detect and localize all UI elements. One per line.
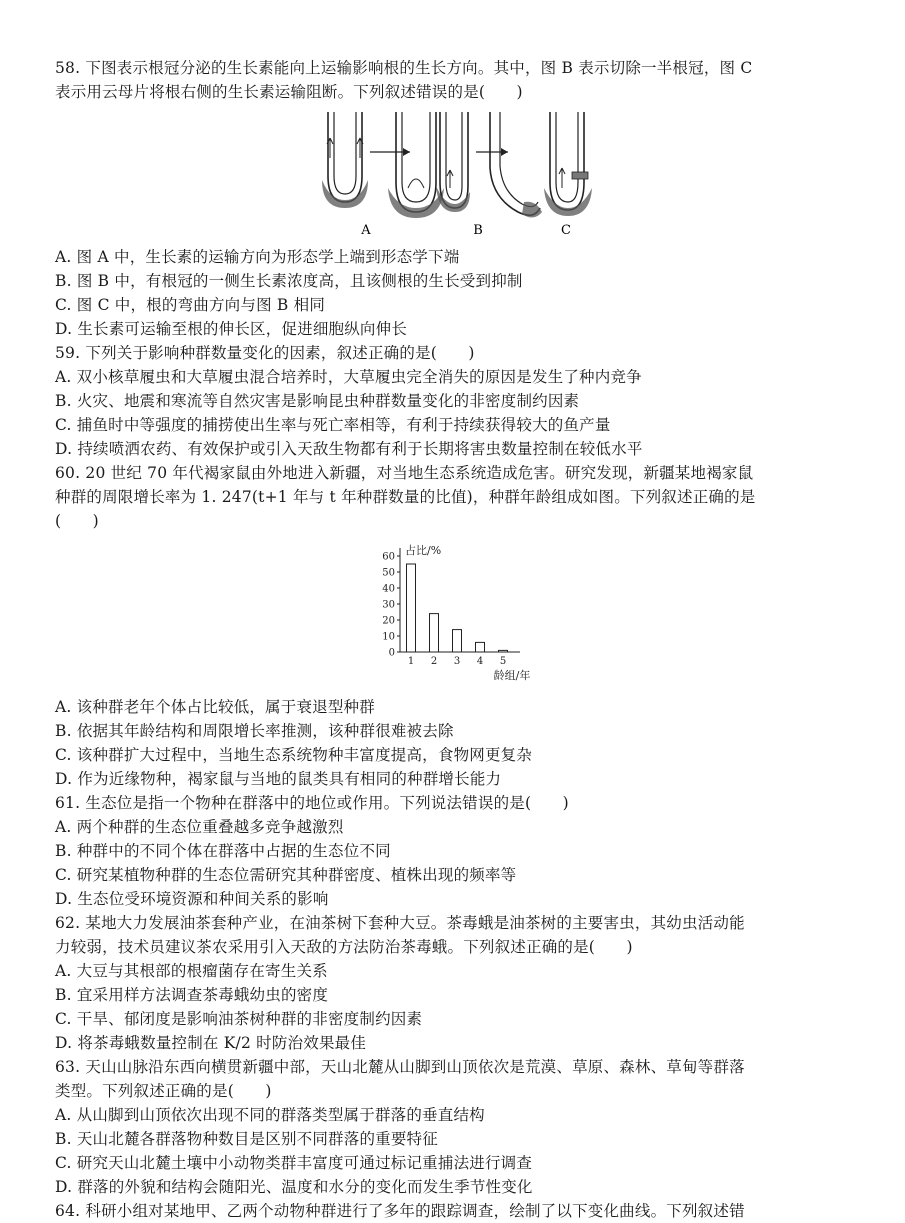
q61-option-a: A. 两个种群的生态位重叠越多竞争越激烈 <box>55 818 344 836</box>
q63-option-a: A. 从山脚到山顶依次出现不同的群落类型属于群落的垂直结构 <box>55 1106 485 1124</box>
q60-stem-line-3: ( ) <box>55 512 99 530</box>
y-tick-label: 60 <box>382 551 395 563</box>
figure-a-root-2 <box>388 112 444 218</box>
q59-stem: 59. 下列关于影响种群数量变化的因素，叙述正确的是( ) <box>55 344 475 362</box>
q60-option-a: A. 该种群老年个体占比较低，属于衰退型种群 <box>55 698 375 716</box>
q62-stem-line-2: 力较弱，技术员建议茶农采用引入天敌的方法防治茶毒蛾。下列叙述正确的是( ) <box>55 938 633 956</box>
q58-option-b: B. 图 B 中，有根冠的一侧生长素浓度高，且该侧根的生长受到抑制 <box>55 272 523 290</box>
bar-age-group-2 <box>430 614 439 652</box>
q60-option-c: C. 该种群扩大过程中，当地生态系统物种丰富度提高，食物网更复杂 <box>55 746 533 764</box>
q64-stem-line-1: 64. 科研小组对某地甲、乙两个动物种群进行了多年的跟踪调查，绘制了以下变化曲线。下列叙述错 <box>55 1202 745 1220</box>
bar-age-group-3 <box>453 630 462 652</box>
bar-age-group-4 <box>476 642 485 652</box>
figure-label-b: B <box>473 223 483 238</box>
q59-option-a: A. 双小核草履虫和大草履虫混合培养时，大草履虫完全消失的原因是发生了种内竞争 <box>55 368 642 386</box>
q61-stem: 61. 生态位是指一个物种在群落中的地位或作用。下列说法错误的是( ) <box>55 794 569 812</box>
figure-label-c: C <box>561 223 571 238</box>
x-axis-title: 龄组/年 <box>493 669 531 682</box>
q58-option-c: C. 图 C 中，根的弯曲方向与图 B 相同 <box>55 296 326 314</box>
q60-option-b: B. 依据其年龄结构和周限增长率推测，该种群很难被去除 <box>55 722 454 740</box>
figure-c-root <box>544 112 592 216</box>
x-tick-label: 5 <box>499 656 507 667</box>
q63-option-d: D. 群落的外貌和结构会随阳光、温度和水分的变化而发生季节性变化 <box>55 1178 533 1196</box>
q63-stem-line-2: 类型。下列叙述正确的是( ) <box>55 1082 272 1100</box>
q59-option-c: C. 捕鱼时中等强度的捕捞使出生率与死亡率相等，有利于持续获得较大的鱼产量 <box>55 416 611 434</box>
y-tick-label: 20 <box>382 615 395 627</box>
x-tick-label: 1 <box>407 656 415 667</box>
q60-stem-line-1: 60. 20 世纪 70 年代褐家鼠由外地进入新疆，对当地生态系统造成危害。研究发现，新疆某地褐家鼠 <box>55 464 754 482</box>
bar-age-group-1 <box>407 564 416 652</box>
q63-stem-line-1: 63. 天山山脉沿东西向横贯新疆中部，天山北麓从山脚到山顶依次是荒漠、草原、森林、草甸等群落 <box>55 1058 745 1076</box>
age-structure-chart <box>360 540 540 685</box>
bar-age-group-5 <box>499 650 508 652</box>
y-tick-label: 0 <box>388 647 395 659</box>
q63-option-c: C. 研究天山北麓土壤中小动物类群丰富度可通过标记重捕法进行调查 <box>55 1154 533 1172</box>
y-tick-label: 10 <box>382 631 395 643</box>
q62-option-d: D. 将茶毒蛾数量控制在 K/2 时防治效果最佳 <box>55 1034 367 1052</box>
mica-sheet <box>572 172 588 179</box>
q58-stem-line-2: 表示用云母片将根右侧的生长素运输阻断。下列叙述错误的是( ) <box>55 83 523 101</box>
q62-option-c: C. 干旱、郁闭度是影响油茶树种群的非密度制约因素 <box>55 1010 423 1028</box>
q63-option-b: B. 天山北麓各群落物种数目是区别不同群落的重要特征 <box>55 1130 438 1148</box>
q59-option-b: B. 火灾、地震和寒流等自然灾害是影响昆虫种群数量变化的非密度制约因素 <box>55 392 580 410</box>
figure-label-a: A <box>361 223 371 238</box>
q58-stem-line-1: 58. 下图表示根冠分泌的生长素能向上运输影响根的生长方向。其中，图 B 表示切除一半根冠，图 C <box>55 59 753 77</box>
q58-option-a: A. 图 A 中，生长素的运输方向为形态学上端到形态学下端 <box>55 248 460 266</box>
x-tick-label: 2 <box>430 656 438 667</box>
y-tick-label: 30 <box>382 599 395 611</box>
y-axis-title: 占比/% <box>405 544 442 557</box>
x-tick-label: 3 <box>453 656 461 667</box>
q62-stem-line-1: 62. 某地大力发展油茶套种产业，在油茶树下套种大豆。茶毒蛾是油茶树的主要害虫，其幼虫活动能 <box>55 914 745 932</box>
q60-stem-line-2: 种群的周限增长率为 1. 247(t+1 年与 t 年种群数量的比值)，种群年龄组成如图。下列叙述正确的是 <box>55 488 756 506</box>
q61-option-d: D. 生态位受环境资源和种间关系的影响 <box>55 890 329 908</box>
figure-a-root-1 <box>322 112 368 208</box>
q61-option-c: C. 研究某植物种群的生态位需研究其种群密度、植株出现的频率等 <box>55 866 517 884</box>
q58-option-d: D. 生长素可运输至根的伸长区，促进细胞纵向伸长 <box>55 320 408 338</box>
q62-option-b: B. 宜采用样方法调查茶毒蛾幼虫的密度 <box>55 986 329 1004</box>
root-auxin-figure <box>300 108 600 238</box>
y-tick-label: 50 <box>382 567 395 579</box>
q61-option-b: B. 种群中的不同个体在群落中占据的生态位不同 <box>55 842 391 860</box>
x-tick-label: 4 <box>476 656 484 667</box>
y-tick-label: 40 <box>382 583 395 595</box>
figure-b-root-1 <box>436 112 470 212</box>
q59-option-d: D. 持续喷洒农药、有效保护或引入天敌生物都有利于长期将害虫数量控制在较低水平 <box>55 440 643 458</box>
q62-option-a: A. 大豆与其根部的根瘤菌存在寄生关系 <box>55 962 328 980</box>
q60-option-d: D. 作为近缘物种，褐家鼠与当地的鼠类具有相同的种群增长能力 <box>55 770 502 788</box>
figure-b-root-2 <box>490 112 542 218</box>
